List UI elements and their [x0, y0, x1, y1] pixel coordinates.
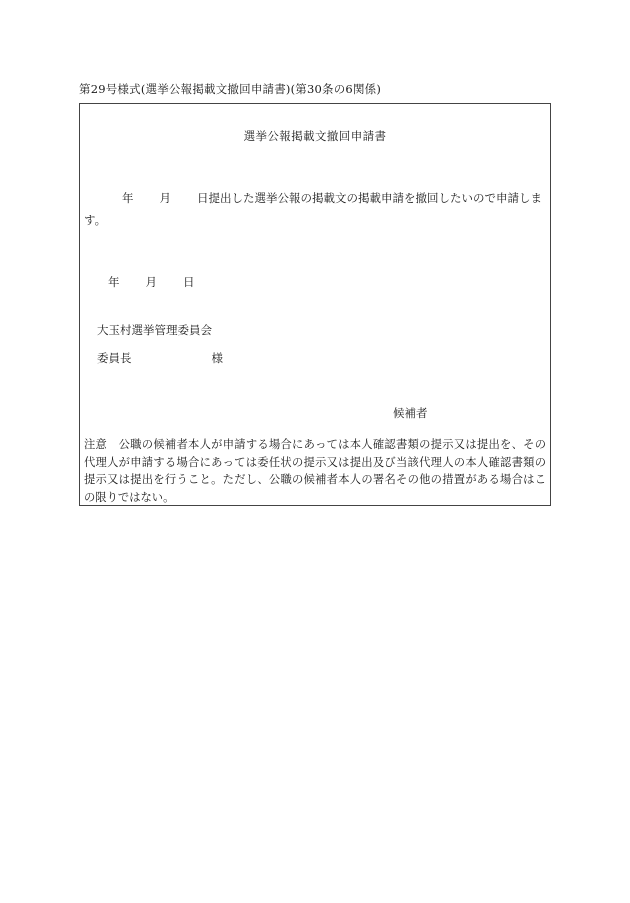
date-month-label: 月	[145, 275, 157, 289]
request-statement-text: 日提出した選挙公報の掲載文の掲載申請を撤回したいので申請しま	[197, 191, 542, 205]
addressee-committee: 大玉村選挙管理委員会	[97, 323, 212, 337]
application-date	[108, 274, 195, 290]
request-statement-line-2: す。	[84, 213, 107, 227]
addressee-chairman	[97, 350, 223, 366]
date-year-label: 年	[108, 275, 120, 289]
request-statement-line-1	[84, 190, 542, 206]
request-year-label: 年	[122, 191, 134, 205]
chairman-label: 委員長	[97, 351, 132, 365]
honorific-label: 様	[211, 351, 223, 365]
candidate-label: 候補者	[393, 406, 428, 420]
date-day-label: 日	[183, 275, 195, 289]
form-number-label: 第29号様式(選挙公報掲載文撤回申請書)(第30条の6関係)	[79, 82, 382, 96]
notice-text: 注意 公職の候補者本人が申請する場合にあっては本人確認書類の提示又は提出を、その代理人が申請する場合にあっては委任状の提示又は提出及び当該代理人の本人確認書類の提示又は提出を行うこと。ただし、公職の候補者本人の署名その他の措置がある場合はこの限りではない。	[84, 438, 546, 504]
application-form	[79, 103, 551, 506]
form-title: 選挙公報掲載文撤回申請書	[243, 129, 387, 143]
request-month-label: 月	[159, 191, 171, 205]
